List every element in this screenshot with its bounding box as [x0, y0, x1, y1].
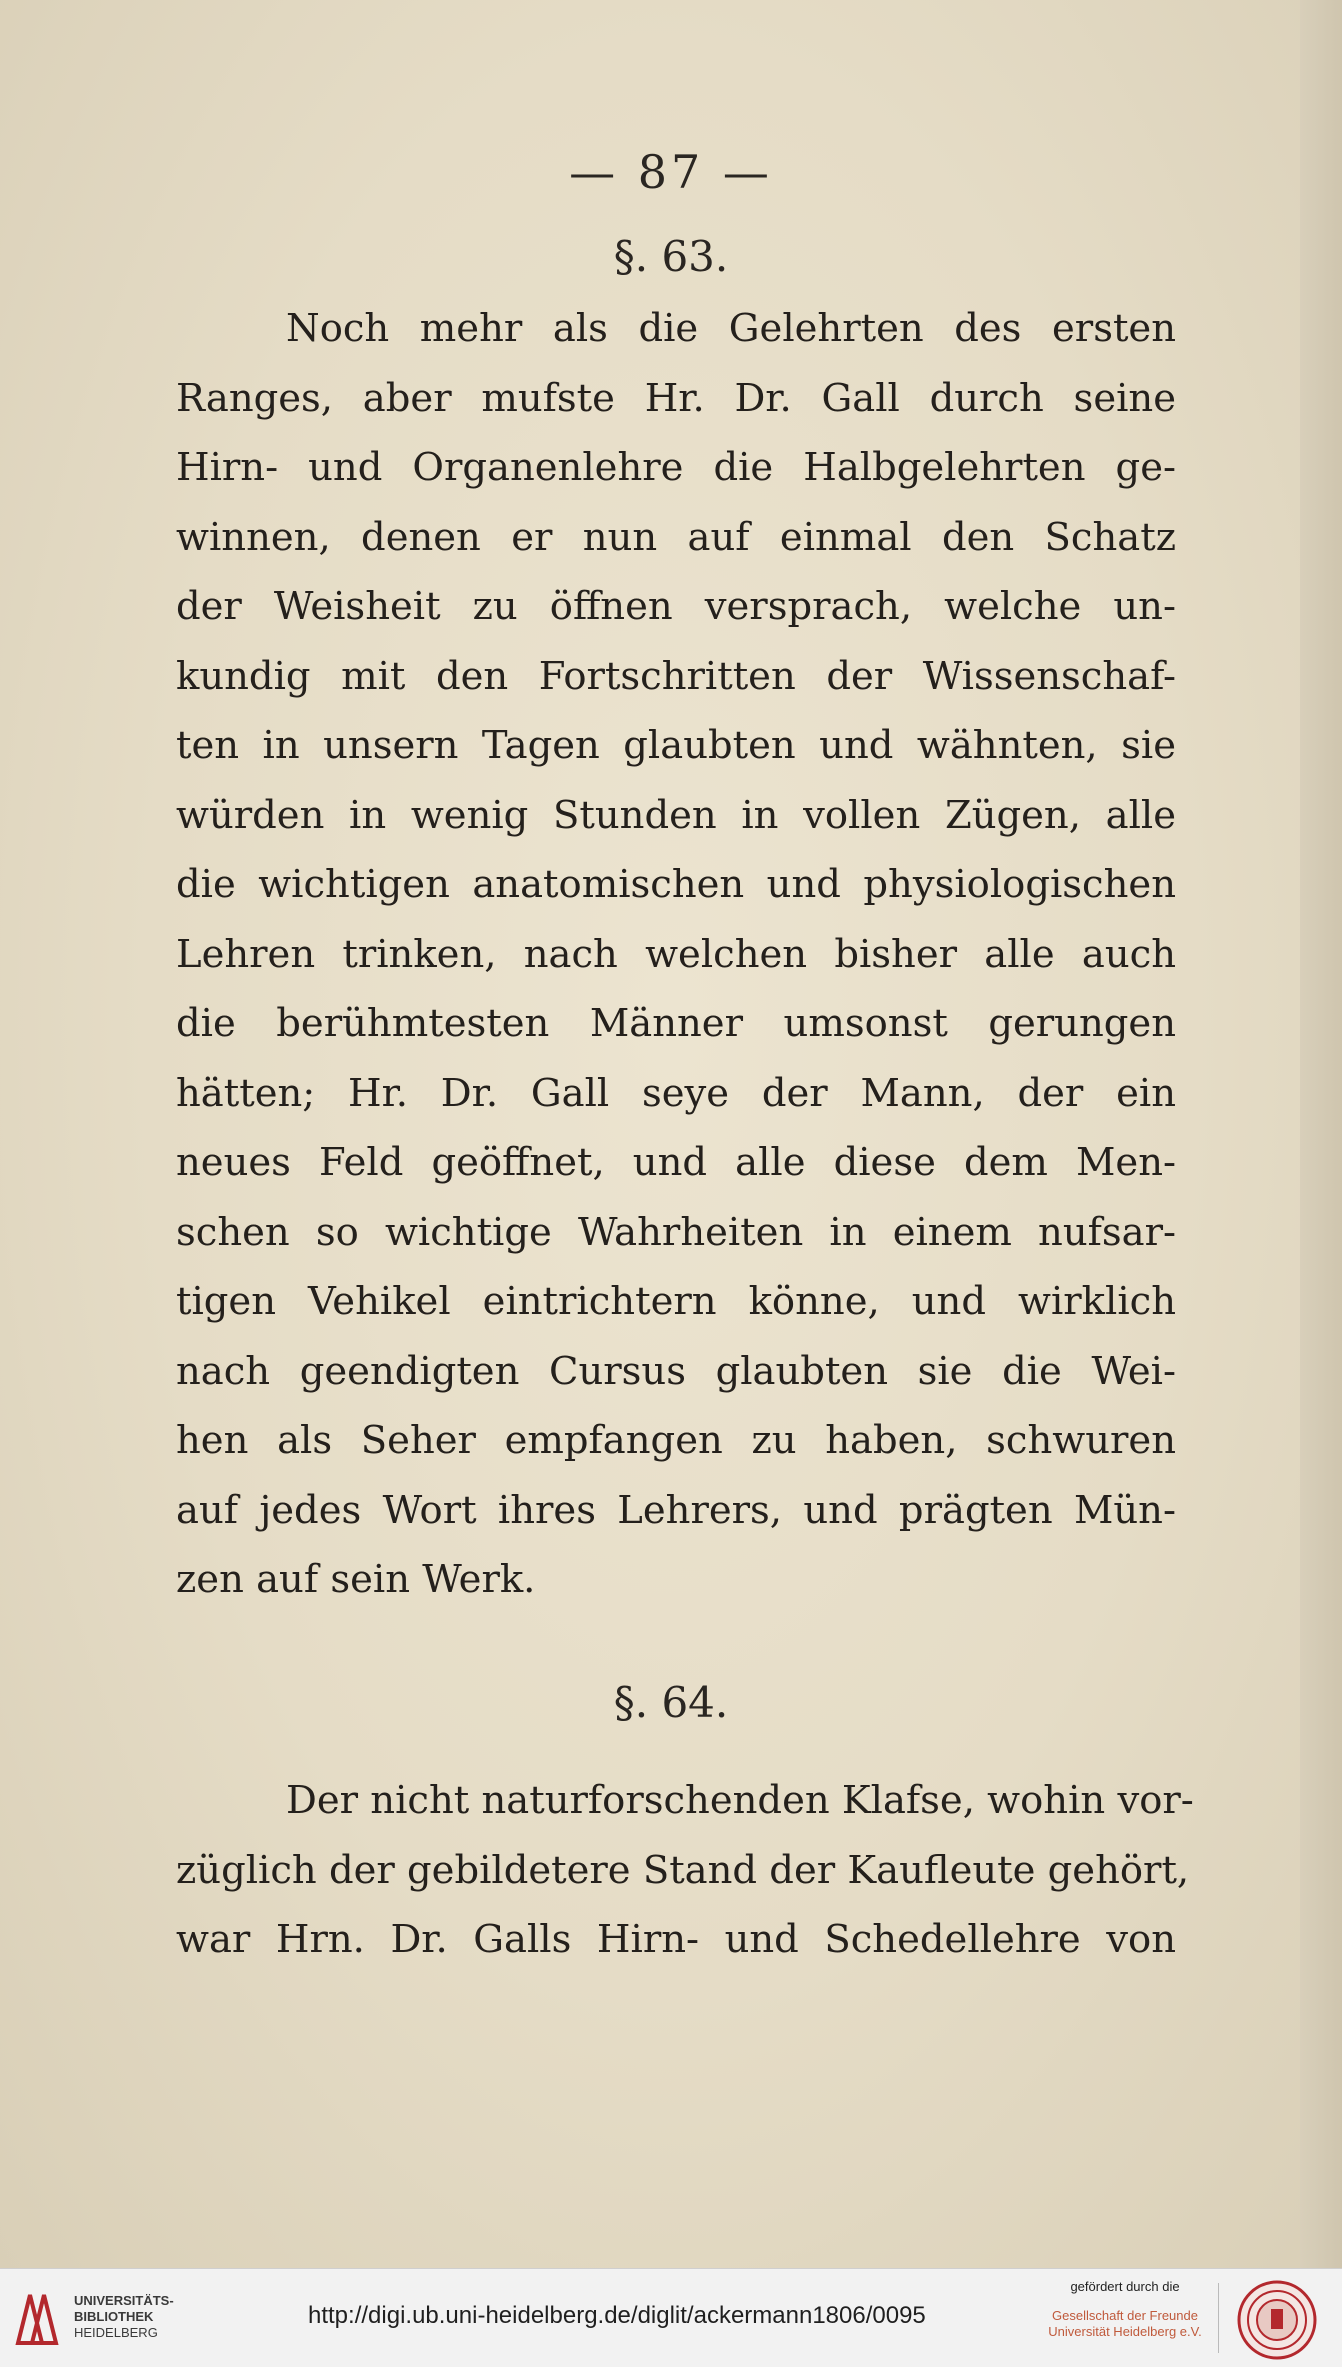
sponsor-name-line: Universität Heidelberg e.V. — [1048, 2324, 1202, 2339]
text-line: würden in wenig Stunden in vollen Zügen, alle — [176, 792, 1176, 838]
text-line: tigen Vehikel eintrichtern könne, und wirklich — [176, 1279, 1176, 1324]
footer-bar — [0, 2268, 1342, 2367]
text-line: Lehren trinken, nach welchen bisher alle auch — [176, 931, 1176, 977]
text-line: kundig mit den Fortschritten der Wissenschaf- — [176, 653, 1176, 699]
text-line: Der nicht naturforschenden Klafse, wohin vor- — [286, 1778, 1194, 1823]
ub-heidelberg-logo-icon[interactable] — [12, 2289, 66, 2349]
text-line: der Weisheit zu öffnen versprach, welche un- — [176, 584, 1176, 629]
section-heading-64: §. 64. — [613, 1678, 729, 1727]
page-number: — 87 — — [569, 145, 773, 199]
text-line: nach geendigten Cursus glaubten sie die Wei- — [176, 1348, 1176, 1394]
text-line: die berühmtesten Männer umsonst gerungen — [176, 1001, 1176, 1046]
page-edge — [1300, 0, 1342, 2268]
text-line: die wichtigen anatomischen und physiologischen — [176, 862, 1176, 907]
text-line: zen auf sein Werk. — [176, 1557, 536, 1602]
section-63-body — [176, 294, 1176, 1615]
text-line: ten in unsern Tagen glaubten und wähnten, sie — [176, 723, 1176, 768]
text-line: auf jedes Wort ihres Lehrers, und prägten Mün- — [176, 1487, 1176, 1533]
sponsor-label: gefördert durch die — [1070, 2279, 1180, 2294]
text-line: hen als Seher empfangen zu haben, schwuren — [176, 1418, 1176, 1463]
section-64-body — [176, 1766, 1194, 1975]
text-line: hätten; Hr. Dr. Gall seye der Mann, der ein — [176, 1070, 1176, 1116]
library-name-line: HEIDELBERG — [74, 2325, 158, 2340]
sponsor-block — [1045, 2279, 1205, 2340]
library-name-line: BIBLIOTHEK — [74, 2309, 154, 2324]
text-line: Ranges, aber mufste Hr. Dr. Gall durch seine — [176, 375, 1176, 421]
text-line: winnen, denen er nun auf einmal den Schatz — [176, 514, 1176, 560]
sponsor-name-line: Gesellschaft der Freunde — [1052, 2308, 1198, 2323]
text-line: Hirn- und Organenlehre die Halbgelehrten ge- — [176, 445, 1176, 490]
library-name-line: UNIVERSITÄTS- — [74, 2293, 174, 2308]
document-url-link[interactable]: http://digi.ub.uni-heidelberg.de/diglit/ackermann1806/0095 — [308, 2302, 926, 2329]
library-name — [74, 2293, 174, 2341]
text-line: schen so wichtige Wahrheiten in einem nufsar- — [176, 1209, 1176, 1255]
section-heading-63: §. 63. — [613, 232, 729, 281]
text-line: war Hrn. Dr. Galls Hirn- und Schedellehre von — [176, 1917, 1176, 1962]
text-line: Noch mehr als die Gelehrten des ersten — [286, 306, 1176, 351]
footer-divider — [1218, 2283, 1219, 2353]
text-line: neues Feld geöffnet, und alle diese dem Men- — [176, 1140, 1176, 1185]
university-seal-icon[interactable] — [1236, 2279, 1318, 2361]
text-line: züglich der gebildetere Stand der Kaufleute gehört, — [176, 1847, 1190, 1893]
